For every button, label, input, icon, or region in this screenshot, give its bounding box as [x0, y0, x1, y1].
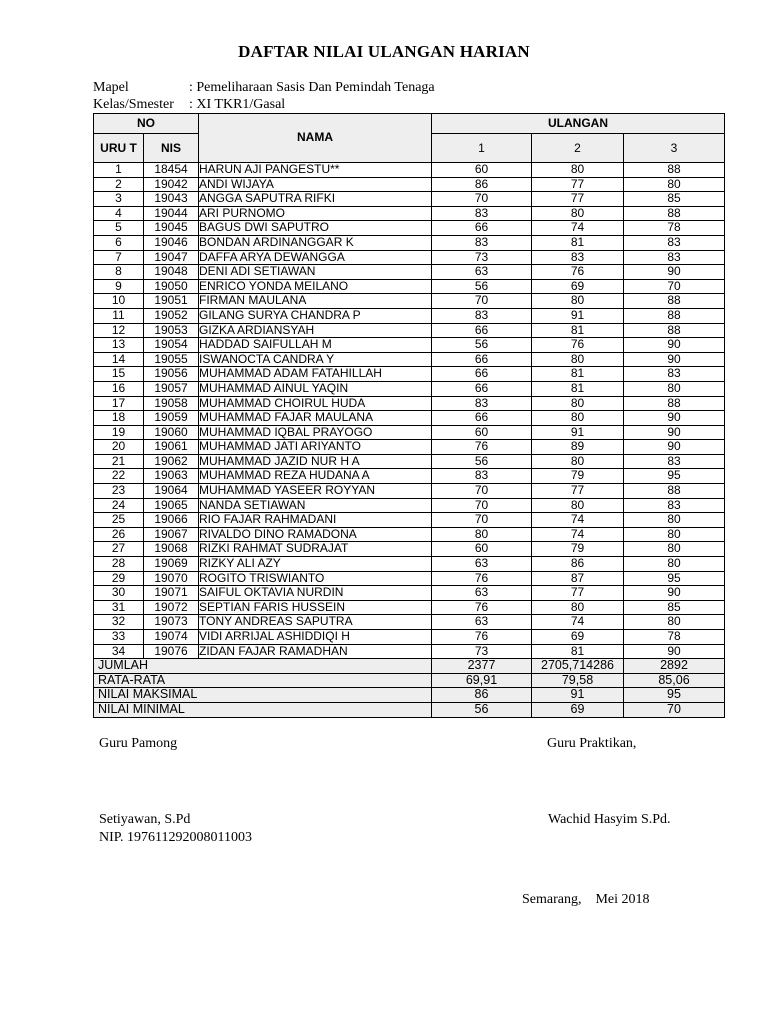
- row-ulangan-1: 83: [432, 235, 532, 250]
- summary-value-3: 70: [624, 702, 725, 717]
- row-ulangan-2: 80: [532, 206, 624, 221]
- row-ulangan-3: 90: [624, 425, 725, 440]
- summary-value-1: 56: [432, 702, 532, 717]
- row-ulangan-1: 83: [432, 206, 532, 221]
- table-row: [94, 644, 725, 659]
- row-urut: 12: [94, 323, 144, 338]
- guru-praktikan-label: Guru Praktikan,: [547, 736, 637, 751]
- row-nis: 19064: [144, 484, 199, 499]
- row-nis: 19068: [144, 542, 199, 557]
- row-ulangan-3: 80: [624, 557, 725, 572]
- row-urut: 23: [94, 484, 144, 499]
- header-urut: URU T: [94, 134, 144, 163]
- table-row: [94, 221, 725, 236]
- row-ulangan-3: 90: [624, 411, 725, 426]
- row-nis: 19056: [144, 367, 199, 382]
- table-row: [94, 367, 725, 382]
- table-row: [94, 586, 725, 601]
- row-nis: 19048: [144, 265, 199, 280]
- row-ulangan-3: 88: [624, 484, 725, 499]
- table-row: [94, 323, 725, 338]
- row-nama: ARI PURNOMO: [199, 206, 432, 221]
- row-nis: 19044: [144, 206, 199, 221]
- row-urut: 21: [94, 454, 144, 469]
- row-ulangan-1: 73: [432, 250, 532, 265]
- row-nis: 19062: [144, 454, 199, 469]
- row-nis: 19060: [144, 425, 199, 440]
- table-row: [94, 513, 725, 528]
- summary-label: NILAI MAKSIMAL: [94, 688, 432, 703]
- row-urut: 17: [94, 396, 144, 411]
- header-ulangan-1: 1: [432, 134, 532, 163]
- page-title: DAFTAR NILAI ULANGAN HARIAN: [238, 42, 530, 61]
- row-ulangan-1: 70: [432, 498, 532, 513]
- row-ulangan-2: 80: [532, 163, 624, 178]
- row-ulangan-3: 88: [624, 163, 725, 178]
- row-ulangan-3: 80: [624, 381, 725, 396]
- row-ulangan-3: 80: [624, 177, 725, 192]
- row-nama: GILANG SURYA CHANDRA P: [199, 308, 432, 323]
- table-row: [94, 235, 725, 250]
- row-ulangan-2: 74: [532, 527, 624, 542]
- row-ulangan-2: 89: [532, 440, 624, 455]
- table-row: [94, 308, 725, 323]
- table-row: [94, 600, 725, 615]
- row-ulangan-3: 95: [624, 469, 725, 484]
- summary-value-1: 86: [432, 688, 532, 703]
- row-nis: 19045: [144, 221, 199, 236]
- row-nama: MUHAMMAD ADAM FATAHILLAH: [199, 367, 432, 382]
- row-ulangan-3: 90: [624, 586, 725, 601]
- summary-row: [94, 702, 725, 717]
- row-ulangan-3: 88: [624, 323, 725, 338]
- row-nama: MUHAMMAD JAZID NUR H A: [199, 454, 432, 469]
- mapel-value: : Pemeliharaan Sasis Dan Pemindah Tenaga: [189, 80, 435, 95]
- row-urut: 22: [94, 469, 144, 484]
- row-ulangan-2: 81: [532, 367, 624, 382]
- row-nis: 19046: [144, 235, 199, 250]
- summary-value-2: 91: [532, 688, 624, 703]
- summary-label: NILAI MINIMAL: [94, 702, 432, 717]
- row-nis: 19058: [144, 396, 199, 411]
- row-ulangan-1: 83: [432, 396, 532, 411]
- row-ulangan-3: 88: [624, 308, 725, 323]
- row-urut: 28: [94, 557, 144, 572]
- row-ulangan-3: 70: [624, 279, 725, 294]
- row-ulangan-2: 80: [532, 352, 624, 367]
- row-ulangan-2: 80: [532, 411, 624, 426]
- row-ulangan-2: 76: [532, 338, 624, 353]
- row-ulangan-1: 66: [432, 323, 532, 338]
- row-nis: 19070: [144, 571, 199, 586]
- table-row: [94, 454, 725, 469]
- row-nis: 19067: [144, 527, 199, 542]
- row-ulangan-2: 80: [532, 454, 624, 469]
- row-nis: 19057: [144, 381, 199, 396]
- row-urut: 1: [94, 163, 144, 178]
- row-ulangan-2: 81: [532, 381, 624, 396]
- grades-body: [94, 163, 725, 659]
- row-urut: 20: [94, 440, 144, 455]
- row-ulangan-3: 80: [624, 513, 725, 528]
- row-nis: 19043: [144, 192, 199, 207]
- row-urut: 8: [94, 265, 144, 280]
- row-ulangan-3: 83: [624, 498, 725, 513]
- row-ulangan-2: 80: [532, 294, 624, 309]
- row-nama: BAGUS DWI SAPUTRO: [199, 221, 432, 236]
- row-ulangan-1: 73: [432, 644, 532, 659]
- row-ulangan-1: 66: [432, 352, 532, 367]
- row-ulangan-2: 86: [532, 557, 624, 572]
- row-ulangan-3: 88: [624, 206, 725, 221]
- row-ulangan-1: 60: [432, 425, 532, 440]
- table-row: [94, 615, 725, 630]
- row-nis: 19066: [144, 513, 199, 528]
- row-ulangan-1: 70: [432, 484, 532, 499]
- row-nama: MUHAMMAD REZA HUDANA A: [199, 469, 432, 484]
- row-urut: 30: [94, 586, 144, 601]
- summary-label: RATA-RATA: [94, 673, 432, 688]
- row-ulangan-2: 69: [532, 279, 624, 294]
- table-row: [94, 338, 725, 353]
- guru-praktikan-name: Wachid Hasyim S.Pd.: [548, 812, 671, 827]
- row-nama: ANDI WIJAYA: [199, 177, 432, 192]
- table-row: [94, 411, 725, 426]
- row-ulangan-3: 83: [624, 235, 725, 250]
- row-ulangan-2: 77: [532, 586, 624, 601]
- row-ulangan-2: 80: [532, 396, 624, 411]
- row-urut: 6: [94, 235, 144, 250]
- row-ulangan-1: 80: [432, 527, 532, 542]
- row-ulangan-3: 85: [624, 600, 725, 615]
- row-urut: 14: [94, 352, 144, 367]
- row-ulangan-2: 74: [532, 221, 624, 236]
- row-nama: ZIDAN FAJAR RAMADHAN: [199, 644, 432, 659]
- kelas-label: Kelas/Smester: [93, 97, 174, 112]
- row-ulangan-1: 66: [432, 381, 532, 396]
- row-nama: DAFFA ARYA DEWANGGA: [199, 250, 432, 265]
- table-row: [94, 177, 725, 192]
- row-ulangan-2: 77: [532, 192, 624, 207]
- table-row: [94, 425, 725, 440]
- summary-value-2: 2705,714286: [532, 659, 624, 674]
- header-ulangan: ULANGAN: [432, 114, 725, 134]
- row-ulangan-3: 83: [624, 454, 725, 469]
- header-nama: NAMA: [199, 114, 432, 163]
- summary-value-3: 85,06: [624, 673, 725, 688]
- table-row: [94, 527, 725, 542]
- row-ulangan-2: 91: [532, 308, 624, 323]
- row-ulangan-1: 60: [432, 163, 532, 178]
- row-ulangan-2: 80: [532, 600, 624, 615]
- table-row: [94, 206, 725, 221]
- place-date: [522, 892, 650, 908]
- row-nis: 19065: [144, 498, 199, 513]
- table-row: [94, 352, 725, 367]
- row-ulangan-3: 83: [624, 250, 725, 265]
- row-urut: 9: [94, 279, 144, 294]
- row-nama: HARUN AJI PANGESTU**: [199, 163, 432, 178]
- place: Semarang,: [522, 892, 582, 907]
- row-ulangan-1: 63: [432, 586, 532, 601]
- row-ulangan-1: 66: [432, 221, 532, 236]
- row-urut: 2: [94, 177, 144, 192]
- row-urut: 31: [94, 600, 144, 615]
- summary-value-3: 2892: [624, 659, 725, 674]
- summary-label: JUMLAH: [94, 659, 432, 674]
- row-nis: 19055: [144, 352, 199, 367]
- header-ulangan-3: 3: [624, 134, 725, 163]
- row-urut: 10: [94, 294, 144, 309]
- row-nama: MUHAMMAD JATI ARIYANTO: [199, 440, 432, 455]
- table-row: [94, 542, 725, 557]
- summary-row: [94, 688, 725, 703]
- row-nama: FIRMAN MAULANA: [199, 294, 432, 309]
- row-nis: 19061: [144, 440, 199, 455]
- row-nama: ANGGA SAPUTRA RIFKI: [199, 192, 432, 207]
- row-ulangan-1: 56: [432, 454, 532, 469]
- table-row: [94, 469, 725, 484]
- row-ulangan-3: 80: [624, 615, 725, 630]
- row-nis: 19076: [144, 644, 199, 659]
- row-ulangan-3: 90: [624, 440, 725, 455]
- row-ulangan-3: 90: [624, 352, 725, 367]
- row-ulangan-1: 60: [432, 542, 532, 557]
- row-urut: 29: [94, 571, 144, 586]
- row-urut: 7: [94, 250, 144, 265]
- row-ulangan-2: 79: [532, 469, 624, 484]
- row-ulangan-3: 80: [624, 527, 725, 542]
- row-urut: 4: [94, 206, 144, 221]
- row-ulangan-2: 74: [532, 513, 624, 528]
- mapel-label: Mapel: [93, 80, 129, 95]
- table-row: [94, 630, 725, 645]
- row-nis: 19053: [144, 323, 199, 338]
- row-urut: 15: [94, 367, 144, 382]
- row-ulangan-1: 56: [432, 279, 532, 294]
- row-nama: ROGITO TRISWIANTO: [199, 571, 432, 586]
- row-nama: MUHAMMAD IQBAL PRAYOGO: [199, 425, 432, 440]
- row-ulangan-1: 70: [432, 513, 532, 528]
- row-nis: 19050: [144, 279, 199, 294]
- row-nis: 19073: [144, 615, 199, 630]
- table-row: [94, 571, 725, 586]
- row-ulangan-3: 78: [624, 630, 725, 645]
- row-nis: 19042: [144, 177, 199, 192]
- row-ulangan-2: 79: [532, 542, 624, 557]
- guru-pamong-name: Setiyawan, S.Pd: [99, 812, 191, 827]
- table-row: [94, 440, 725, 455]
- row-urut: 13: [94, 338, 144, 353]
- summary-row: [94, 659, 725, 674]
- row-nis: 19052: [144, 308, 199, 323]
- row-nama: RIZKY ALI AZY: [199, 557, 432, 572]
- row-nis: 19054: [144, 338, 199, 353]
- row-ulangan-2: 81: [532, 235, 624, 250]
- row-nama: HADDAD SAIFULLAH M: [199, 338, 432, 353]
- row-ulangan-1: 76: [432, 440, 532, 455]
- row-ulangan-1: 76: [432, 571, 532, 586]
- row-nama: MUHAMMAD YASEER ROYYAN: [199, 484, 432, 499]
- row-ulangan-2: 81: [532, 323, 624, 338]
- row-ulangan-1: 63: [432, 615, 532, 630]
- date: Mei 2018: [595, 892, 650, 907]
- row-nis: 19072: [144, 600, 199, 615]
- row-nama: MUHAMMAD FAJAR MAULANA: [199, 411, 432, 426]
- row-urut: 25: [94, 513, 144, 528]
- row-nama: MUHAMMAD CHOIRUL HUDA: [199, 396, 432, 411]
- row-ulangan-2: 83: [532, 250, 624, 265]
- mapel-line: [93, 80, 435, 96]
- row-nis: 19063: [144, 469, 199, 484]
- row-urut: 3: [94, 192, 144, 207]
- row-ulangan-2: 80: [532, 498, 624, 513]
- row-nama: BONDAN ARDINANGGAR K: [199, 235, 432, 250]
- row-ulangan-2: 87: [532, 571, 624, 586]
- row-ulangan-1: 66: [432, 411, 532, 426]
- kelas-value: : XI TKR1/Gasal: [189, 97, 286, 112]
- table-row: [94, 396, 725, 411]
- row-ulangan-1: 66: [432, 367, 532, 382]
- row-nis: 19074: [144, 630, 199, 645]
- table-row: [94, 163, 725, 178]
- table-row: [94, 484, 725, 499]
- summary-body: [94, 659, 725, 717]
- row-nis: 19069: [144, 557, 199, 572]
- row-urut: 33: [94, 630, 144, 645]
- row-ulangan-1: 70: [432, 294, 532, 309]
- row-nama: SAIFUL OKTAVIA NURDIN: [199, 586, 432, 601]
- row-ulangan-1: 76: [432, 630, 532, 645]
- summary-value-1: 69,91: [432, 673, 532, 688]
- row-urut: 24: [94, 498, 144, 513]
- summary-row: [94, 673, 725, 688]
- row-urut: 18: [94, 411, 144, 426]
- row-ulangan-3: 90: [624, 644, 725, 659]
- row-ulangan-3: 80: [624, 542, 725, 557]
- row-urut: 34: [94, 644, 144, 659]
- row-urut: 27: [94, 542, 144, 557]
- row-ulangan-1: 63: [432, 557, 532, 572]
- table-row: [94, 250, 725, 265]
- row-urut: 26: [94, 527, 144, 542]
- row-urut: 11: [94, 308, 144, 323]
- table-row: [94, 265, 725, 280]
- row-ulangan-3: 90: [624, 265, 725, 280]
- row-ulangan-2: 77: [532, 177, 624, 192]
- table-row: [94, 381, 725, 396]
- row-ulangan-3: 85: [624, 192, 725, 207]
- row-ulangan-1: 63: [432, 265, 532, 280]
- row-nama: VIDI ARRIJAL ASHIDDIQI H: [199, 630, 432, 645]
- row-ulangan-3: 83: [624, 367, 725, 382]
- row-ulangan-2: 77: [532, 484, 624, 499]
- row-nis: 19051: [144, 294, 199, 309]
- table-row: [94, 498, 725, 513]
- table-row: [94, 557, 725, 572]
- table-row: [94, 192, 725, 207]
- summary-value-2: 69: [532, 702, 624, 717]
- header-no: NO: [94, 114, 199, 134]
- header-ulangan-2: 2: [532, 134, 624, 163]
- row-ulangan-2: 69: [532, 630, 624, 645]
- row-nama: DENI ADI SETIAWAN: [199, 265, 432, 280]
- kelas-line: [93, 97, 285, 113]
- row-ulangan-2: 74: [532, 615, 624, 630]
- row-nis: 18454: [144, 163, 199, 178]
- row-ulangan-2: 76: [532, 265, 624, 280]
- row-ulangan-3: 88: [624, 294, 725, 309]
- row-ulangan-3: 95: [624, 571, 725, 586]
- row-ulangan-3: 78: [624, 221, 725, 236]
- guru-pamong-label: Guru Pamong: [99, 736, 178, 751]
- summary-value-2: 79,58: [532, 673, 624, 688]
- row-ulangan-1: 83: [432, 469, 532, 484]
- row-nama: RIO FAJAR RAHMADANI: [199, 513, 432, 528]
- row-urut: 19: [94, 425, 144, 440]
- row-nis: 19071: [144, 586, 199, 601]
- row-urut: 5: [94, 221, 144, 236]
- row-ulangan-3: 88: [624, 396, 725, 411]
- row-nama: NANDA SETIAWAN: [199, 498, 432, 513]
- row-ulangan-1: 86: [432, 177, 532, 192]
- row-nis: 19047: [144, 250, 199, 265]
- summary-value-3: 95: [624, 688, 725, 703]
- row-ulangan-1: 76: [432, 600, 532, 615]
- table-row: [94, 294, 725, 309]
- row-nama: TONY ANDREAS SAPUTRA: [199, 615, 432, 630]
- row-ulangan-2: 81: [532, 644, 624, 659]
- row-nama: RIZKI RAHMAT SUDRAJAT: [199, 542, 432, 557]
- row-nama: SEPTIAN FARIS HUSSEIN: [199, 600, 432, 615]
- guru-pamong-nip: NIP. 197611292008011003: [99, 830, 252, 845]
- row-urut: 16: [94, 381, 144, 396]
- summary-value-1: 2377: [432, 659, 532, 674]
- row-nis: 19059: [144, 411, 199, 426]
- row-nama: MUHAMMAD AINUL YAQIN: [199, 381, 432, 396]
- grades-table: [93, 113, 725, 718]
- row-urut: 32: [94, 615, 144, 630]
- row-nama: GIZKA ARDIANSYAH: [199, 323, 432, 338]
- row-nama: ENRICO YONDA MEILANO: [199, 279, 432, 294]
- row-ulangan-1: 70: [432, 192, 532, 207]
- row-nama: RIVALDO DINO RAMADONA: [199, 527, 432, 542]
- row-ulangan-1: 56: [432, 338, 532, 353]
- row-ulangan-2: 91: [532, 425, 624, 440]
- table-row: [94, 279, 725, 294]
- row-ulangan-1: 83: [432, 308, 532, 323]
- row-nama: ISWANOCTA CANDRA Y: [199, 352, 432, 367]
- header-nis: NIS: [144, 134, 199, 163]
- row-ulangan-3: 90: [624, 338, 725, 353]
